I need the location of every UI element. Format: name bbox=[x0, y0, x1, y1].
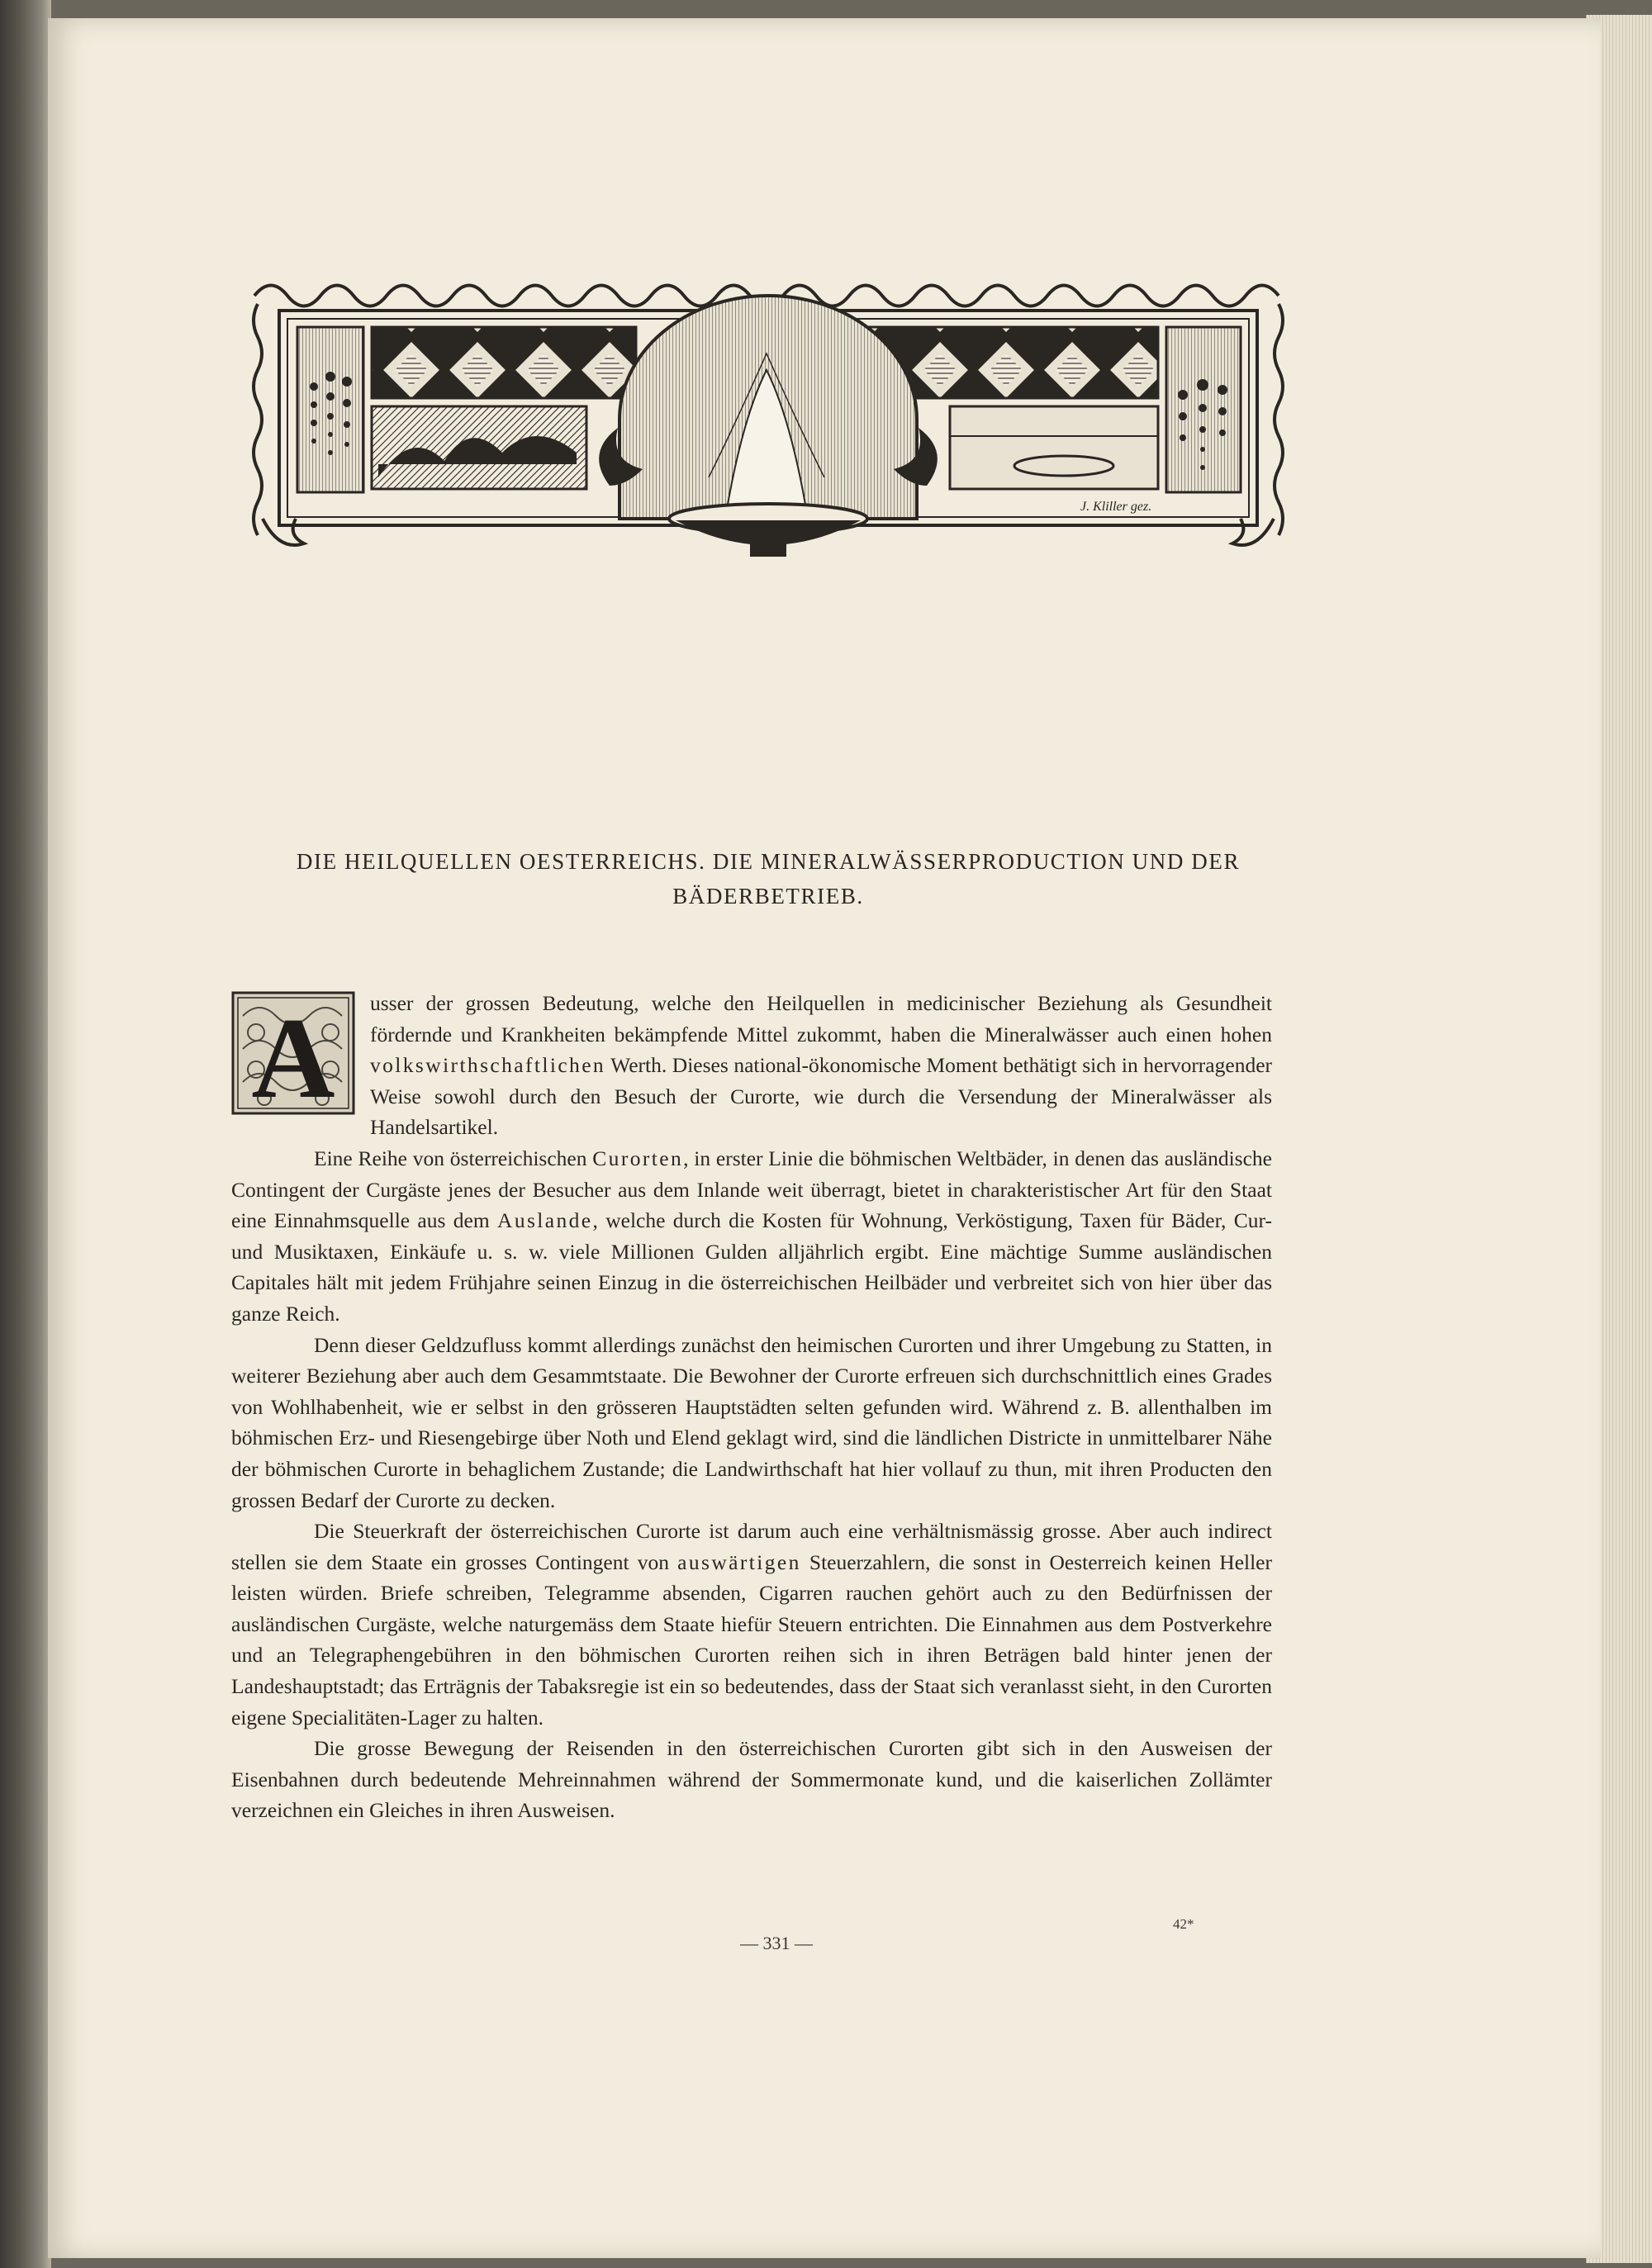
paragraph-1-emphasis: volkswirthschaftlichen bbox=[370, 1053, 606, 1078]
paragraph-2-emphasis: Curorten bbox=[592, 1146, 684, 1170]
paragraph-4-lead: Die Steuerkraft der österreichischen Curorte ist darum auch eine verhältnismässig grosse. Aber auch indirect stellen sie dem Staate ein grosses Contingent von bbox=[231, 1519, 1272, 1574]
scroll-border-right bbox=[1275, 304, 1283, 535]
paragraph-2-emphasis-2: Auslande bbox=[497, 1208, 593, 1233]
paragraph-1 bbox=[231, 988, 1272, 1143]
scroll-border-left bbox=[254, 304, 262, 535]
paragraph-2 bbox=[231, 1143, 1272, 1330]
book-binding bbox=[0, 0, 51, 2268]
signature-mark: 42* bbox=[1173, 1916, 1194, 1932]
body-text bbox=[231, 988, 1272, 1826]
fountain-headpiece-illustration bbox=[246, 271, 1290, 576]
artist-signature: J. Kliller gez. bbox=[1080, 500, 1152, 514]
paragraph-2-lead: Eine Reihe von österreichischen bbox=[314, 1146, 593, 1170]
paragraph-5: Die grosse Bewegung der Reisenden in den österreichischen Curorten gibt sich in den Ausweisen der Eisenbahnen durch bedeutende Mehreinnahmen während der Sommermonate kund, und die kaiserlichen Zollämter verzeichnen ein Gleiches in ihren Ausweisen. bbox=[231, 1736, 1272, 1823]
ornate-initial-a-icon bbox=[231, 991, 355, 1115]
paragraph-1-lead: usser der grossen Bedeutung, welche den Heilquellen in medicinischer Beziehung als Gesundheit fördernde und Krankheiten bekämpfende Mittel zukommt, haben die Mineralwässer auch einen hohen bbox=[370, 991, 1272, 1046]
paragraph-3: Denn dieser Geldzufluss kommt allerdings zunächst den heimischen Curorten und ihrer Umgebung zu Statten, in weiterer Beziehung aber auch dem Gesammtstaate. Die Bewohner der Curorte erfreuen sich durchschnittlich eines Grades von Wohlhabenheit, wie er selbst in den grösseren Hauptstädten selten gefunden wird. Während z. B. allenthalben im böhmischen Erz- und Riesengebirge über Noth und Elend geklagt wird, sind die ländlichen Districte in unmittelbarer Nähe der böhmischen Curorte in behaglichem Zustande; die Landwirthschaft hat hier vollauf zu thun, mit ihren Producten den grossen Bedarf der Curorte zu decken. bbox=[231, 1332, 1272, 1512]
paragraph-2-tail-2: , welche durch die Kosten für Wohnung, Verköstigung, Taxen für Bäder, Cur- und Musiktaxen, Einkäufe u. s. w. viele Millionen Gulden alljährlich ergibt. Eine mächtige Summe ausländischen Capitales hält mit jedem Frühjahre seinen Einzug in die österreichischen Heilbäder und verbreitet sich von hier über das ganze Reich. bbox=[231, 1208, 1272, 1326]
paragraph-2-tail: , in erster Linie die böhmischen Weltbäder, in denen das ausländische Contingent der Curgäste jenes der Besucher aus dem Inlande weit überragt, bietet in charakteristischer Art für den Staat eine Einnahmsquelle aus dem bbox=[231, 1146, 1272, 1233]
paragraph-4-emphasis: auswärtigen bbox=[677, 1549, 801, 1574]
chapter-title: DIE HEILQUELLEN OESTERREICHS. DIE MINERALWÄSSERPRODUCTION UND DER BÄDERBETRIEB. bbox=[296, 849, 1241, 909]
svg-text:A: A bbox=[251, 994, 335, 1115]
page-number: — 331 — bbox=[740, 1933, 813, 1953]
paragraph-4 bbox=[231, 1516, 1272, 1733]
paragraph-4-tail: Steuerzahlern, die sonst in Oesterreich keinen Heller leisten würden. Briefe schreiben, Telegramme absenden, Cigarren rauchen gehört auch zu den Bedürfnissen der ausländischen Curgäste, welche naturgemäss dem Staate hiefür Steuern entrichten. Die Einnahmen aus dem Postverkehre und an Telegraphengebühren in den böhmischen Curorten reihen sich in ihren Beträgen bald hinter jenen der Landeshauptstadt; das Erträgnis der Tabaksregie ist ein so bedeutendes, dass der Staat sich veranlasst sieht, in den Curorten eigene Specialitäten-Lager zu halten. bbox=[231, 1549, 1272, 1729]
paragraph-1-tail: Werth. Dieses national-ökonomische Moment bethätigt sich in hervorragender Weise sowohl durch den Besuch der Curorte, wie durch die Versendung der Mineralwässer als Handelsartikel. bbox=[370, 1053, 1272, 1140]
